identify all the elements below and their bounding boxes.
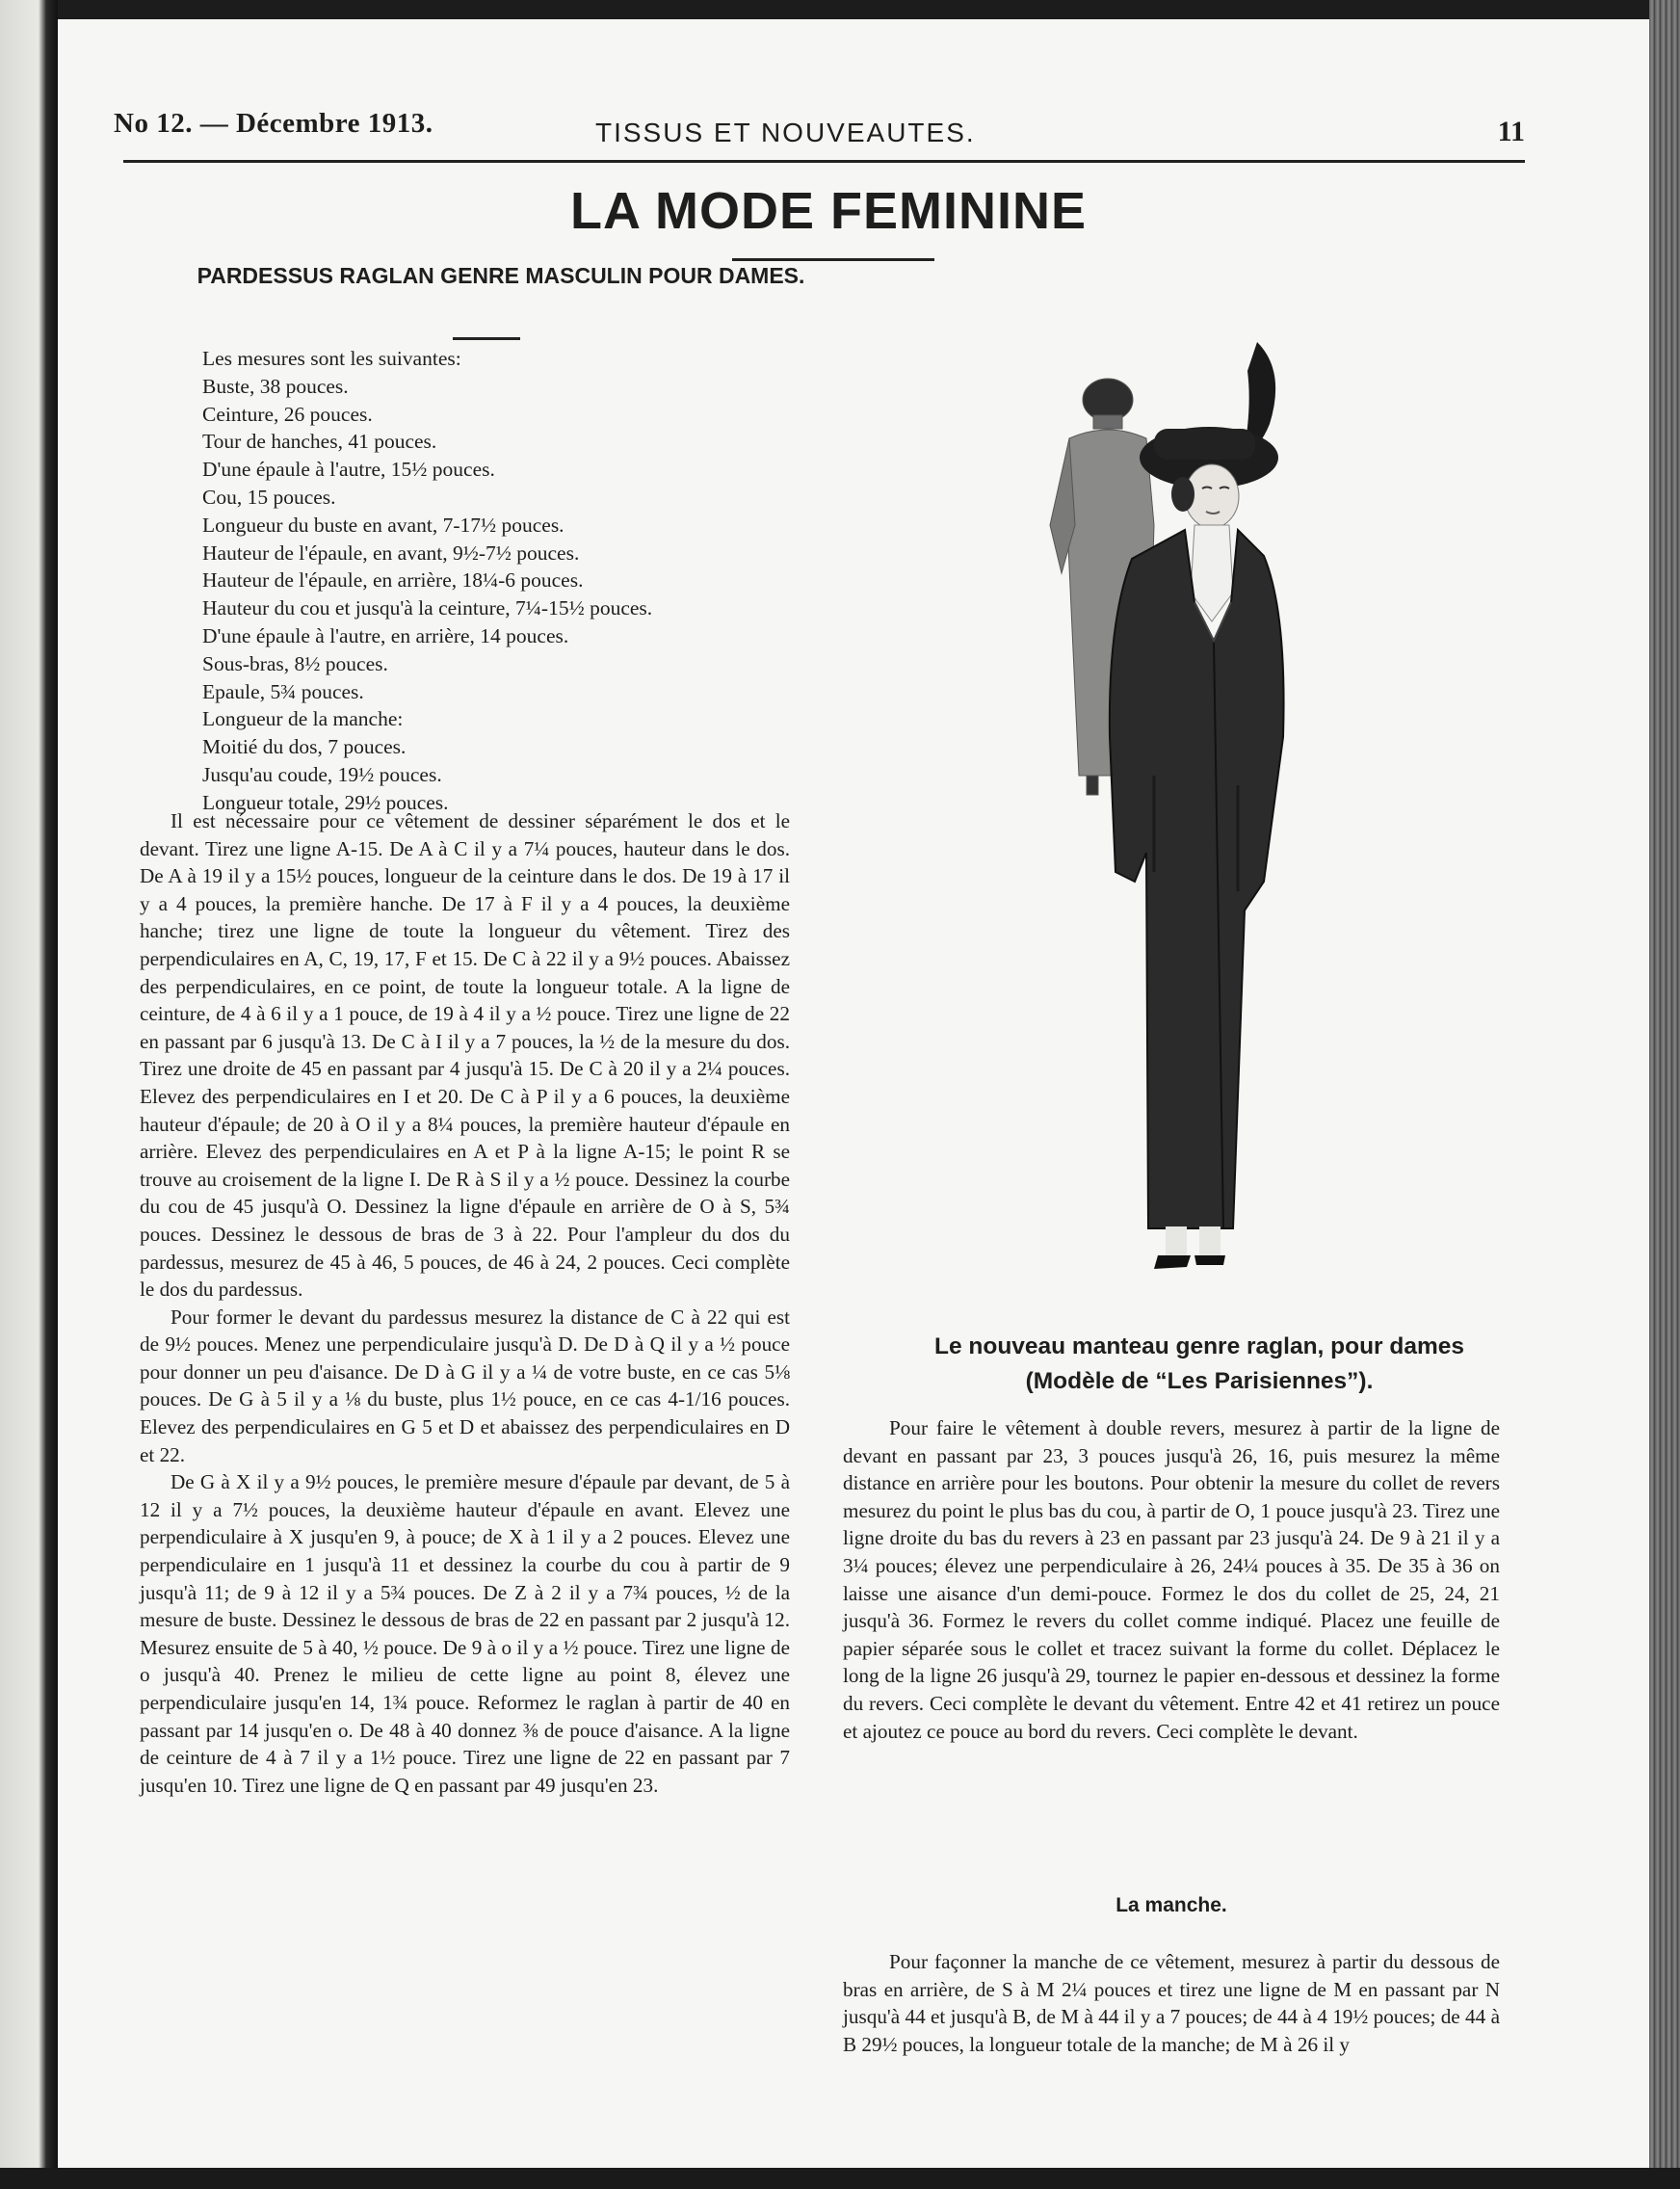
left-column-text	[140, 807, 790, 1799]
issue-date: No 12. — Décembre 1913.	[114, 108, 433, 139]
paragraph: De G à X il y a 9½ pouces, le première mesure d'épaule par devant, de 5 à 12 il y a 7½ pouces, la deuxième hauteur d'épaule en avant. Elevez une perpendiculaire à X jusqu'en 9, à pouce; de X à 1 il y a 2 pouces. Elevez une perpendiculaire en 1 jusqu'à 11 et dessinez la courbe du cou à partir de 9 jusqu'à 11; de 9 à 12 il y a 5¾ pouces. De Z à 2 il y a 7¾ pouces, ½ de la mesure de buste. Dessinez le dessous de bras de 22 en passant par 2 jusqu'à 12. Mesurez ensuite de 5 à 40, ½ pouce. De 9 à o il y a ½ pouce. Tirez une ligne de o jusqu'à 40. Prenez le milieu de cette ligne au point 8, élevez une perpendiculaire jusqu'en 14, 1¾ pouce. Reformez le raglan à partir de 40 en passant par 14 jusqu'en o. De 48 à 40 donnez ⅜ de pouce d'aisance. A la ligne de ceinture de 4 à 7 il y a 1½ pouce. Tirez une ligne de 22 en passant par 7 jusqu'en 10. Tirez une ligne de Q en passant par 49 jusqu'en 23.	[140, 1470, 790, 1797]
main-title: LA MODE FEMININE	[570, 182, 1087, 240]
scan-bottom-edge	[0, 2168, 1680, 2189]
caption-line: (Modèle de “Les Parisiennes”).	[1025, 1368, 1374, 1394]
measurement-line: D'une épaule à l'autre, en arrière, 14 pouces.	[202, 623, 569, 647]
caption-line: Le nouveau manteau genre raglan, pour dames	[933, 1333, 1465, 1359]
journal-name: TISSUS ET NOUVEAUTES.	[595, 118, 976, 147]
sleeve-section-text	[843, 1948, 1500, 2058]
paragraph: Pour former le devant du pardessus mesurez la distance de C à 22 qui est de 9½ pouces. Menez une perpendiculaire jusqu'à D. De D à Q il y a ½ pouce pour donner un peu d'aisance. De D à G il y a ¼ de votre buste, en ce cas 5⅛ pouces. De G à 5 il y a ⅛ du buste, plus 1½ pouce, en ce cas 4-1/16 pouces. Elevez des perpendiculaires en G 5 et D et abaissez des perpendiculaires en D et 22.	[140, 1305, 790, 1466]
measurement-line: Les mesures sont les suivantes:	[202, 347, 461, 370]
measurement-line: D'une épaule à l'autre, 15½ pouces.	[202, 458, 495, 482]
measurement-line: Buste, 38 pouces.	[202, 374, 349, 398]
article-divider	[453, 337, 520, 340]
measurement-line: Tour de hanches, 41 pouces.	[202, 430, 437, 454]
measurement-line: Jusqu'au coude, 19½ pouces.	[202, 762, 442, 786]
measurement-line: Longueur du buste en avant, 7-17½ pouces.	[202, 513, 564, 537]
measurement-line: Hauteur du cou et jusqu'à la ceinture, 7¼-15½ pouces.	[202, 596, 653, 620]
illustration-caption	[828, 1330, 1570, 1399]
measurement-line: Longueur de la manche:	[202, 707, 404, 731]
paragraph: Il est nécessaire pour ce vêtement de dessiner séparément le dos et le devant. Tirez une ligne A-15. De A à C il y a 7¼ pouces, hauteur dans le dos. De A à 19 il y a 15½ pouces, longueur de la ceinture dans le dos. De 19 à 17 il y a 4 pouces, la première hanche. De 17 à F il y a 4 pouces, la deuxième hanche; tirez une ligne de toute la longueur du vêtement. Tirez des perpendiculaires en A, C, 19, 17, F et 15. De C à 22 il y a 9½ pouces. Abaissez des perpendiculaires, en ce point, de toute la longueur totale. A la ligne de ceinture, de 4 à 6 il y a 1 pouce, de 19 à 4 il y a ½ pouce. Tirez une ligne de 22 en passant par 6 jusqu'à 13. De C à I il y a 7 pouces, la ½ de la mesure du dos. Tirez une droite de 45 en passant par 4 jusqu'à 15. De C à 20 il y a 2¼ pouces. Elevez des perpendiculaires en I et 20. De C à P il y a 6 pouces, la deuxième hauteur d'épaule; de 20 à O il y a 8¼ pouces, la première hauteur d'épaule en arrière. Elevez des perpendiculaires en A et P à la ligne A-15; le point R se trouve au croisement de la ligne I. De R à S il y a ½ pouce. Dessinez la courbe du cou de 45 jusqu'à O. Dessinez la ligne d'épaule en arrière de O à S, 5¾ pouces. Dessinez le dessous de bras de 3 à 22. Pour l'ampleur du dos du pardessus, mesurez de 45 à 46, 5 pouces, de 46 à 24, 2 pouces. Ceci complète le dos du pardessus.	[140, 809, 790, 1302]
page-number: 11	[1497, 116, 1525, 147]
measurement-line: Longueur totale, 29½ pouces.	[202, 790, 449, 814]
measurement-line: Hauteur de l'épaule, en avant, 9½-7½ pouces.	[202, 541, 580, 565]
measurement-line: Cou, 15 pouces.	[202, 485, 336, 509]
measurement-line: Hauteur de l'épaule, en arrière, 18¼-6 pouces.	[202, 568, 584, 593]
header-rule	[123, 160, 1525, 163]
book-spine-left	[0, 0, 58, 2189]
measurement-line: Epaule, 5¾ pouces.	[202, 679, 364, 703]
fashion-illustration	[1040, 332, 1358, 1294]
article-title: PARDESSUS RAGLAN GENRE MASCULIN POUR DAMES.	[197, 263, 805, 288]
page-header	[114, 89, 1525, 147]
title-divider	[732, 258, 934, 261]
section-subheading: La manche.	[1116, 1894, 1227, 1916]
measurement-line: Ceinture, 26 pouces.	[202, 402, 373, 426]
measurements-list	[202, 345, 819, 817]
right-column-text	[843, 1414, 1500, 1745]
book-page-edges-right	[1649, 0, 1680, 2189]
measurement-line: Moitié du dos, 7 pouces.	[202, 735, 407, 759]
paragraph: Pour faire le vêtement à double revers, mesurez à partir de la ligne de devant en passant par 23, 3 pouces jusqu'à 26, 16, puis mesurez la même distance en arrière pour les boutons. Pour obtenir la mesure du collet de revers mesurez du point le plus bas du cou, à partir de O, 1 pouce jusqu'à 23. Tirez une ligne droite du bas du revers à 23 en passant par 23 jusqu'à 24. De 9 à 21 il y a 3¼ pouces; élevez une perpendiculaire à 26, 24¼ pouces à 35. De 35 à 36 on laisse une aisance d'un demi-pouce. Formez le dos du collet de 25, 24, 21 jusqu'à 36. Formez le revers du collet comme indiqué. Placez une feuille de papier séparée sous le collet et tracez suivant la forme du collet. Déplacez le long de la ligne 26 jusqu'à 29, tournez le papier en-dessous et dessinez la forme du revers. Ceci complète le devant du vêtement. Entre 42 et 41 retirez un pouce et ajoutez ce pouce au bord du revers. Ceci complète le devant.	[843, 1416, 1500, 1743]
measurement-line: Sous-bras, 8½ pouces.	[202, 651, 388, 675]
paragraph: Pour façonner la manche de ce vêtement, mesurez à partir du dessous de bras en arrière, de S à M 2¼ pouces et tirez une ligne de M en passant par N jusqu'à 44 et jusqu'à B, de M à 44 il y a 7 pouces; de 44 à 4 19½ pouces; de 44 à B 29½ pouces, la longueur totale de la manche; de M à 26 il y	[843, 1950, 1500, 2056]
